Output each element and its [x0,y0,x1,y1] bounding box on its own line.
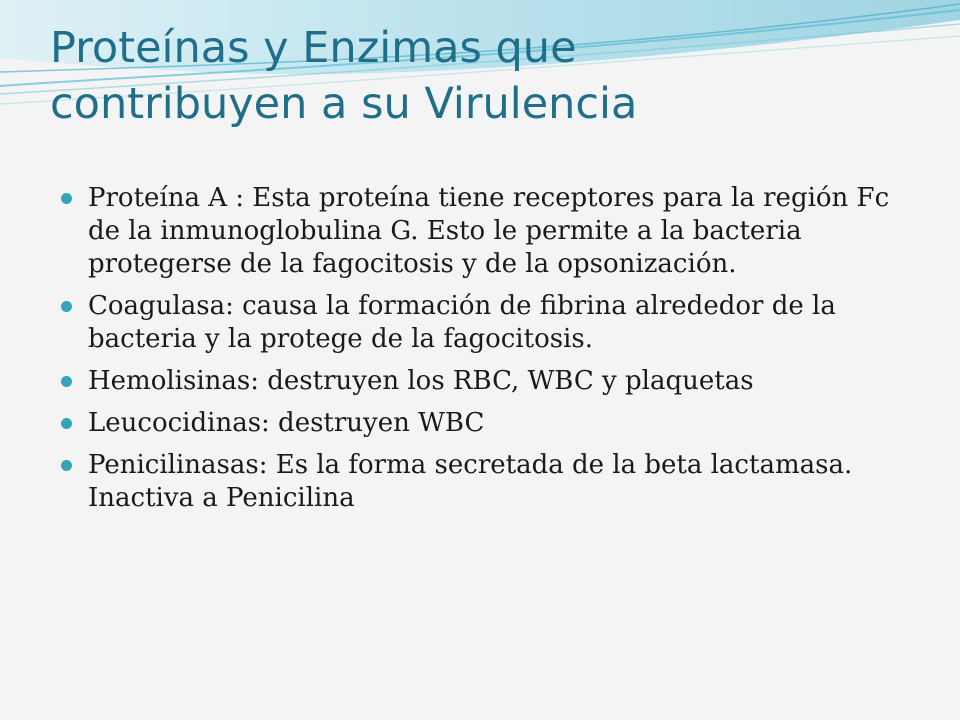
slide-title [50,20,930,132]
bullet-dot-icon [61,376,72,387]
bullet-dot-icon [61,418,72,429]
bullet-penicilinasas [60,449,900,515]
bullet-text: Penicilinasas: Es la forma secretada de la beta lactamasa. Inactiva a Penicilina [88,450,853,513]
bullet-text: Hemolisinas: destruyen los RBC, WBC y plaquetas [88,366,754,396]
bullet-leucocidinas [60,407,900,440]
bullet-list [60,182,900,524]
bullet-dot-icon [61,301,72,312]
bullet-dot-icon [61,193,72,204]
bullet-hemolisinas [60,365,900,398]
bullet-text: Leucocidinas: destruyen WBC [88,408,485,438]
slide-title-line-1: Proteínas y Enzimas que [50,23,577,73]
bullet-proteina-a [60,182,900,281]
slide-title-line-2: contribuyen a su Virulencia [50,79,638,129]
bullet-text: Proteína A : Esta proteína tiene receptores para la región Fc de la inmunoglobulina G. Esto le permite a la bacteria protegerse de la fagocitosis y de la opsonización. [88,183,890,279]
bullet-dot-icon [61,460,72,471]
bullet-text: Coagulasa: causa la formación de fibrina alrededor de la bacteria y la protege de la fagocitosis. [88,291,836,354]
bullet-coagulasa [60,290,900,356]
